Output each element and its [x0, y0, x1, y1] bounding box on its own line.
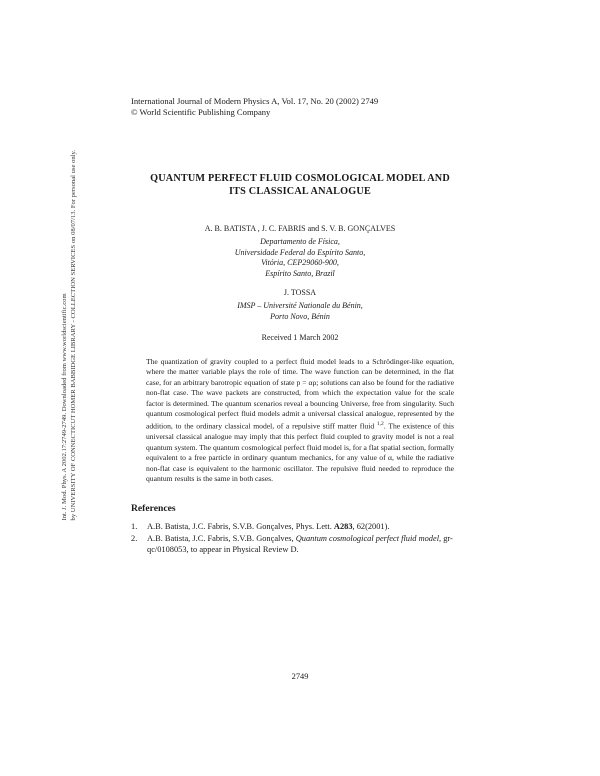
reference-text: [147, 533, 481, 556]
reference-text: [147, 521, 481, 533]
author-block-2: [130, 288, 470, 322]
affiliation-second: [130, 301, 470, 323]
affiliation-line: Universidade Federal do Espírito Santo,: [234, 247, 366, 257]
received-date: Received 1 March 2002: [261, 333, 339, 342]
affiliation-line: Departamento de Física,: [260, 236, 340, 246]
authors-second: J. TOSSA: [283, 288, 317, 297]
affiliation-line: IMSP – Université Nationale du Bénin,: [237, 300, 363, 310]
reference-item: [131, 533, 481, 556]
reference-item: [131, 521, 481, 533]
author-block-1: [130, 224, 470, 280]
affiliation-line: Vitória, CEP29060-900,: [261, 258, 339, 268]
references-list: [131, 521, 481, 556]
affiliation-line: Espírito Santo, Brazil: [265, 269, 335, 279]
affiliation-first: [130, 237, 470, 280]
paper-title: [130, 172, 470, 198]
abstract-text-part1: The quantization of gravity coupled to a perfect fluid model leads to a Schrödinger-like equation, where the matter variable plays the role of time. The wave function can be determined, in the flat case, for an arbitrary barotropic equation of state p = αρ; solutions can also be found for the radiative non-flat case. The wave packets are constructed, from which the expectation value for the scale factor is determined. The quantum scenarios reveal a bouncing Universe, free from singularity. Such quantum cosmological perfect fluid models admit a universal classical analogue, represented by the addition, to the ordinary classical model, of a repulsive stiff matter fluid: [146, 357, 454, 431]
authors-first: A. B. BATISTA , J. C. FABRIS and S. V. B. GONÇALVES: [204, 224, 396, 233]
title-line1: QUANTUM PERFECT FLUID COSMOLOGICAL MODEL AND: [150, 173, 450, 184]
publisher-line: © World Scientific Publishing Company: [131, 107, 271, 117]
title-line2: ITS CLASSICAL ANALOGUE: [229, 186, 371, 197]
citation-superscript: 1,2: [376, 421, 384, 428]
reference-number: 2.: [131, 533, 138, 543]
reference-title: Quantum cosmological perfect fluid model: [295, 533, 440, 543]
download-notice: [60, 150, 78, 520]
abstract: [146, 357, 454, 484]
reference-authors: A.B. Batista, J.C. Fabris, S.V.B. Gonçalves, Phys. Lett.: [147, 522, 334, 531]
page-number: 2749: [291, 672, 309, 681]
reference-number: 1.: [131, 522, 138, 531]
download-notice-line2: by UNIVERSITY OF CONNECTICUT HOMER BABBIDGE LIBRARY - COLLECTION SERVICES on 08/07/13. For personal use only.: [70, 150, 77, 521]
reference-source: , gr-qc/0108053, to appear in Physical Review D.: [147, 533, 453, 555]
references-heading: References: [131, 503, 176, 514]
reference-volume: A283: [333, 522, 353, 531]
reference-pages: , 62(2001).: [352, 522, 390, 531]
journal-header: [131, 96, 378, 118]
download-notice-line1: Int. J. Mod. Phys. A 2002.17:2749-2749. Downloaded from www.worldscientific.com: [61, 293, 68, 521]
affiliation-line: Porto Novo, Bénin: [270, 311, 330, 321]
reference-authors: A.B. Batista, J.C. Fabris, S.V.B. Gonçalves,: [147, 533, 296, 543]
abstract-text-part2: . The existence of this universal classical analogue may imply that this perfect fluid coupled to gravity model is not a real quantum system. The quantum cosmological perfect fluid model is, for a flat spatial section, formally equivalent to a free particle in ordinary quantum mechanics, for any value of α, while the radiative non-flat case is equivalent to the harmonic oscillator. The repulsive fluid needed to reproduce the quantum results is the same in both cases.: [146, 421, 454, 483]
journal-citation: International Journal of Modern Physics A, Vol. 17, No. 20 (2002) 2749: [131, 96, 379, 106]
